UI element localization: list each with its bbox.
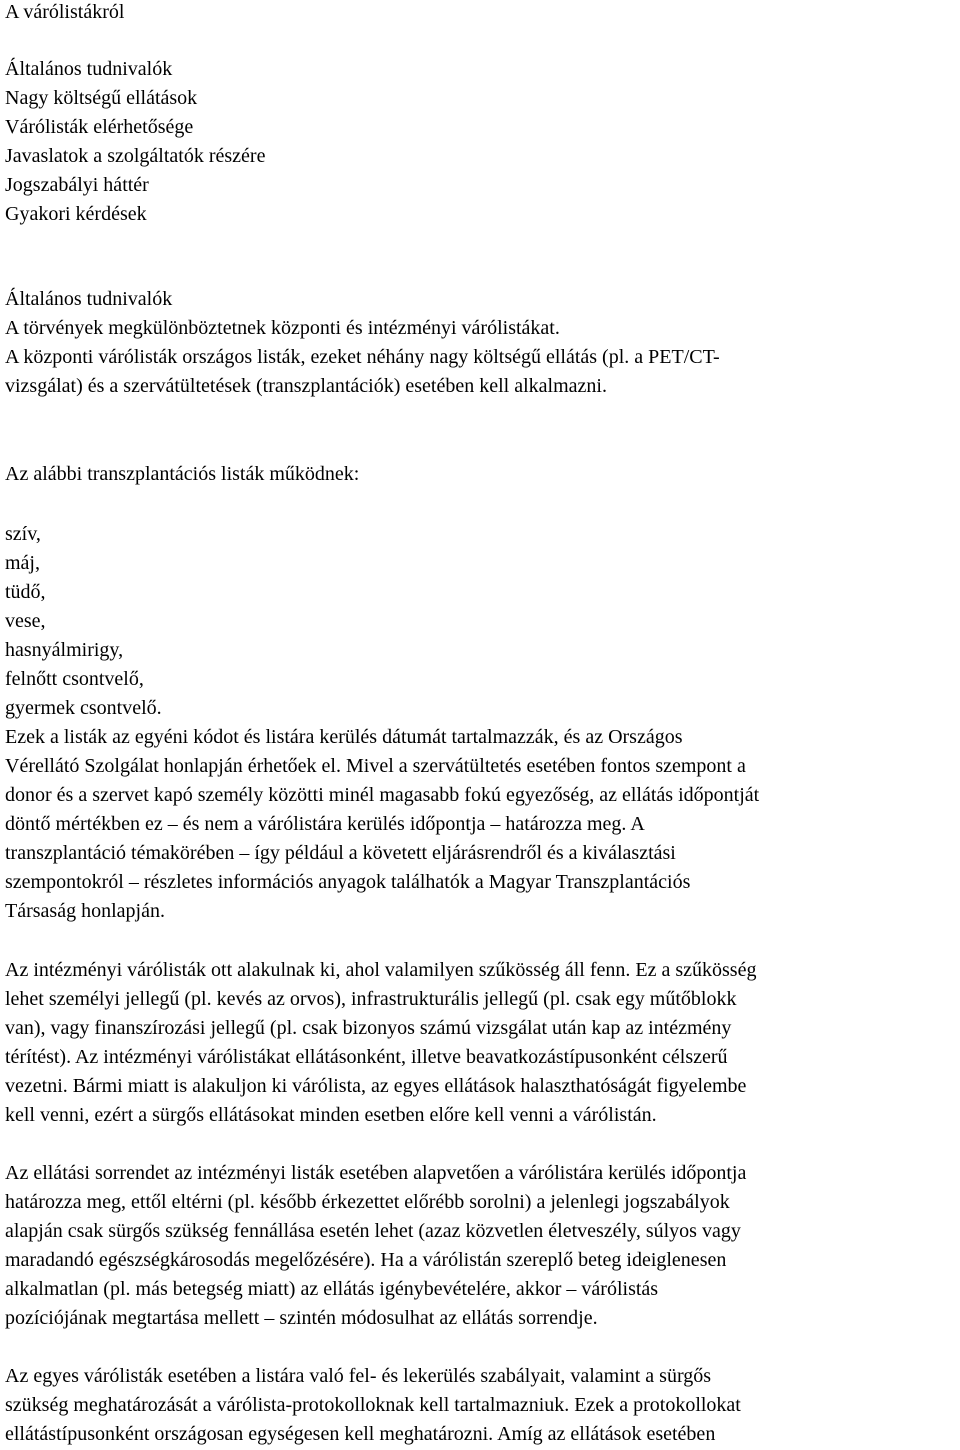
toc-item: Várólisták elérhetősége [5, 116, 194, 138]
paragraph-line: A központi várólisták országos listák, ezeket néhány nagy költségű ellátás (pl. a PET/CT- [5, 346, 720, 368]
paragraph-line: Ezek a listák az egyéni kódot és listára kerülés dátumát tartalmazzák, és az Országos [5, 726, 683, 748]
table-of-contents [5, 55, 265, 229]
organ-list [5, 520, 759, 926]
list-item: felnőtt csontvelő, [5, 668, 144, 690]
section-heading: Általános tudnivalók [5, 288, 173, 310]
toc-item: Javaslatok a szolgáltatók részére [5, 145, 266, 167]
paragraph-line: kell venni, ezért a sürgős ellátásokat minden esetben előre kell venni a várólistán. [5, 1104, 657, 1126]
toc-item: Jogszabályi háttér [5, 174, 149, 196]
section-header [5, 285, 560, 343]
paragraph-line: ellátástípusonként országosan egységesen kell meghatározni. Amíg az ellátások esetében [5, 1423, 716, 1445]
paragraph-line: pozíciójának megtartása mellett – szintén módosulhat az ellátás sorrendje. [5, 1307, 598, 1329]
list-item: gyermek csontvelő. [5, 697, 162, 719]
list-item: tüdő, [5, 581, 46, 603]
paragraph-line: vezetni. Bármi miatt is alakuljon ki várólista, az egyes ellátások halaszthatóságát figyelembe [5, 1075, 747, 1097]
paragraph-line: donor és a szervet kapó személy közötti minél magasabb fokú egyezőség, az ellátás időpontját [5, 784, 760, 806]
paragraph-line: szempontokról – részletes információs anyagok találhatók a Magyar Transzplantációs [5, 871, 691, 893]
paragraph-line: Az ellátási sorrendet az intézményi listák esetében alapvetően a várólistára kerülés időpontja [5, 1162, 747, 1184]
paragraph-order [5, 1159, 746, 1333]
list-item: máj, [5, 552, 40, 574]
paragraph-line: döntő mértékben ez – és nem a várólistára kerülés időpontja – határozza meg. A [5, 813, 645, 835]
toc-item: Általános tudnivalók [5, 58, 173, 80]
paragraph-line: maradandó egészségkárosodás megelőzésére). Ha a várólistán szereplő beteg ideiglenesen [5, 1249, 727, 1271]
paragraph-institutional-lists [5, 956, 756, 1130]
toc-item: Gyakori kérdések [5, 203, 147, 225]
paragraph-line: lehet személyi jellegű (pl. kevés az orvos), infrastrukturális jellegű (pl. csak egy műtőblokk [5, 988, 737, 1010]
section-intro: A törvények megkülönböztetnek központi és intézményi várólistákat. [5, 317, 560, 339]
paragraph-line: van), vagy finanszírozási jellegű (pl. csak bizonyos számú vizsgálat után kap az intézmény [5, 1017, 732, 1039]
paragraph-central-lists [5, 343, 720, 401]
paragraph-protocols [5, 1362, 741, 1449]
paragraph-line: alkalmatlan (pl. más betegség miatt) az ellátás igénybevételére, akkor – várólistás [5, 1278, 659, 1300]
paragraph-line: határozza meg, ettől eltérni (pl. később érkezettet előrébb sorolni) a jelenlegi jogszabályok [5, 1191, 730, 1213]
paragraph-line: vizsgálat) és a szervátültetések (transzplantációk) esetében kell alkalmazni. [5, 375, 607, 397]
paragraph-line: Az egyes várólisták esetében a listára való fel- és lekerülés szabályait, valamint a sürgős [5, 1365, 712, 1387]
paragraph-line: transzplantáció témakörében – így például a követett eljárásrendről és a kiválasztási [5, 842, 676, 864]
paragraph-line: Vérellátó Szolgálat honlapján érhetőek el. Mivel a szervátültetés esetében fontos szempont a [5, 755, 746, 777]
list-item: szív, [5, 523, 41, 545]
paragraph-line: térítést). Az intézményi várólistákat ellátásonként, illetve beavatkozástípusonként célszerű [5, 1046, 728, 1068]
paragraph-line: szükség meghatározását a várólista-protokolloknak kell tartalmazniuk. Ezek a protokollokat [5, 1394, 741, 1416]
list-item: vese, [5, 610, 46, 632]
title-text: A várólistákról [5, 1, 125, 23]
paragraph-line: Az intézményi várólisták ott alakulnak ki, ahol valamilyen szűkösség áll fenn. Ez a szűkösség [5, 959, 757, 981]
paragraph-line: alapján csak sürgős szükség fennállása esetén lehet (azaz közvetlen életveszély, súlyos vagy [5, 1220, 741, 1242]
paragraph-line: Az alábbi transzplantációs listák működnek: [5, 463, 360, 485]
page-title [5, 0, 124, 27]
paragraph-transplant-lists [5, 460, 359, 489]
toc-item: Nagy költségű ellátások [5, 87, 198, 109]
paragraph-line: Társaság honlapján. [5, 900, 165, 922]
list-item: hasnyálmirigy, [5, 639, 124, 661]
